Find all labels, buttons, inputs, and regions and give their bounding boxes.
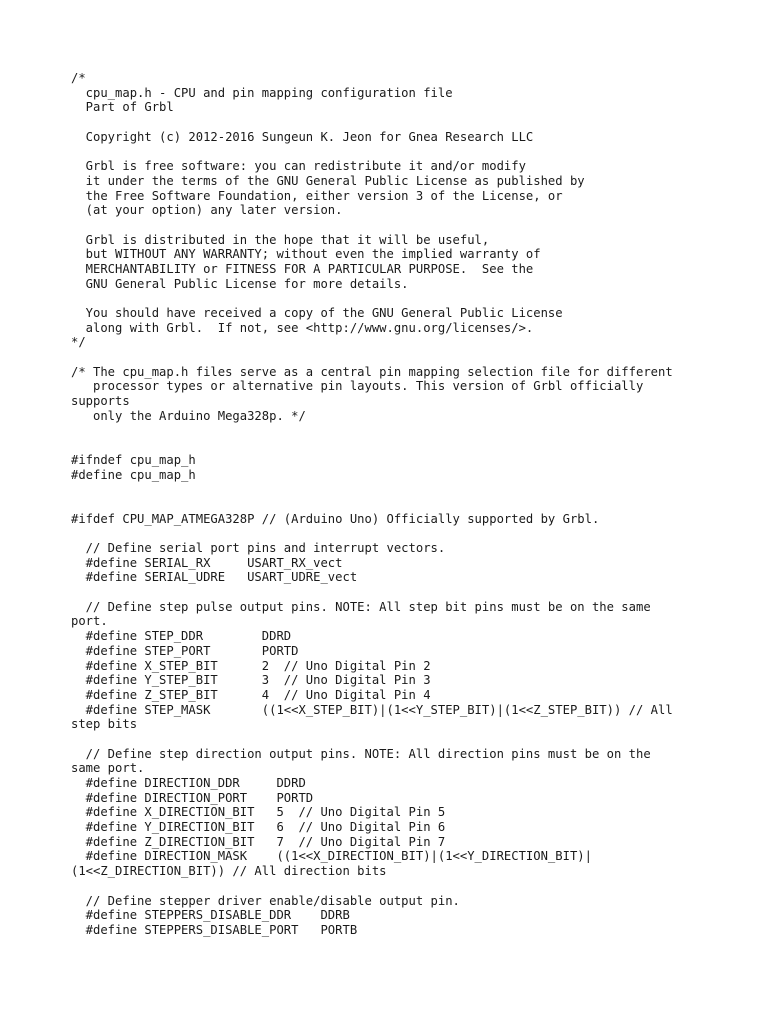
code-line: */	[71, 335, 86, 350]
code-line	[71, 585, 699, 600]
code-line: // Define serial port pins and interrupt vectors.	[71, 541, 446, 555]
code-line: #define DIRECTION_PORT PORTD	[71, 790, 314, 805]
code-line: Part of Grbl	[71, 100, 174, 115]
code-line: step bits	[71, 717, 138, 732]
code-line: processor types or alternative pin layouts. This version of Grbl officially	[71, 379, 644, 394]
code-line	[71, 497, 699, 512]
code-line: Copyright (c) 2012-2016 Sungeun K. Jeon for Gnea Research LLC	[71, 129, 534, 144]
code-line: #define STEP_MASK ((1<<X_STEP_BIT)|(1<<Y_STEP_BIT)|(1<<Z_STEP_BIT)) // All	[71, 702, 673, 717]
code-line	[71, 482, 699, 497]
code-line: #define STEPPERS_DISABLE_DDR DDRB	[71, 908, 350, 923]
code-line: #define cpu_map_h	[71, 467, 196, 482]
code-line: // Define step pulse output pins. NOTE: All step bit pins must be on the same	[71, 599, 651, 614]
code-line: /* The cpu_map.h files serve as a central pin mapping selection file for different	[71, 364, 673, 379]
code-line	[71, 732, 699, 747]
code-line: #ifdef CPU_MAP_ATMEGA328P // (Arduino Uno) Officially supported by Grbl.	[71, 511, 600, 526]
code-line: // Define stepper driver enable/disable output pin.	[71, 893, 460, 908]
code-line: the Free Software Foundation, either version 3 of the License, or	[71, 188, 563, 203]
code-line: port.	[71, 614, 108, 629]
code-listing	[71, 71, 699, 938]
code-line: #define Z_STEP_BIT 4 // Uno Digital Pin 4	[71, 687, 431, 702]
code-line: cpu_map.h - CPU and pin mapping configuration file	[71, 85, 453, 100]
code-line: #define SERIAL_UDRE USART_UDRE_vect	[71, 570, 358, 585]
code-line: #define X_DIRECTION_BIT 5 // Uno Digital Pin 5	[71, 805, 446, 820]
code-line	[71, 144, 699, 159]
code-line: #define DIRECTION_DDR DDRD	[71, 776, 306, 790]
code-line	[71, 350, 699, 365]
code-line: // Define step direction output pins. NOTE: All direction pins must be on the	[71, 746, 651, 761]
code-line: along with Grbl. If not, see <http://www.gnu.org/licenses/>.	[71, 320, 534, 335]
code-line: it under the terms of the GNU General Public License as published by	[71, 173, 585, 188]
code-line: #define STEP_DDR DDRD	[71, 629, 292, 644]
code-line: #define SERIAL_RX USART_RX_vect	[71, 555, 343, 570]
code-line	[71, 438, 699, 453]
code-line: supports	[71, 394, 130, 409]
code-line: #define Z_DIRECTION_BIT 7 // Uno Digital Pin 7	[71, 834, 446, 849]
code-line: only the Arduino Mega328p. */	[71, 408, 306, 423]
code-line: GNU General Public License for more details.	[71, 276, 409, 291]
code-line	[71, 115, 699, 130]
code-line: #define STEPPERS_DISABLE_PORT PORTB	[71, 922, 358, 937]
code-line	[71, 291, 699, 306]
code-line: /*	[71, 71, 86, 85]
code-line: (at your option) any later version.	[71, 203, 343, 218]
code-line: #define X_STEP_BIT 2 // Uno Digital Pin 2	[71, 658, 431, 673]
code-line: Grbl is distributed in the hope that it will be useful,	[71, 232, 490, 247]
code-line: but WITHOUT ANY WARRANTY; without even the implied warranty of	[71, 247, 541, 262]
code-line: MERCHANTABILITY or FITNESS FOR A PARTICULAR PURPOSE. See the	[71, 261, 534, 276]
code-line	[71, 424, 699, 439]
code-line	[71, 879, 699, 894]
code-line: #define STEP_PORT PORTD	[71, 643, 299, 658]
code-line: #define DIRECTION_MASK ((1<<X_DIRECTION_BIT)|(1<<Y_DIRECTION_BIT)|	[71, 849, 592, 864]
code-line: #define Y_STEP_BIT 3 // Uno Digital Pin 3	[71, 673, 431, 688]
code-line: #ifndef cpu_map_h	[71, 452, 196, 467]
code-line: #define Y_DIRECTION_BIT 6 // Uno Digital Pin 6	[71, 820, 446, 835]
code-line: same port.	[71, 761, 145, 776]
code-line	[71, 218, 699, 233]
code-line	[71, 526, 699, 541]
code-line: Grbl is free software: you can redistribute it and/or modify	[71, 159, 526, 174]
code-line: You should have received a copy of the GNU General Public License	[71, 306, 563, 320]
code-line: (1<<Z_DIRECTION_BIT)) // All direction bits	[71, 864, 387, 879]
